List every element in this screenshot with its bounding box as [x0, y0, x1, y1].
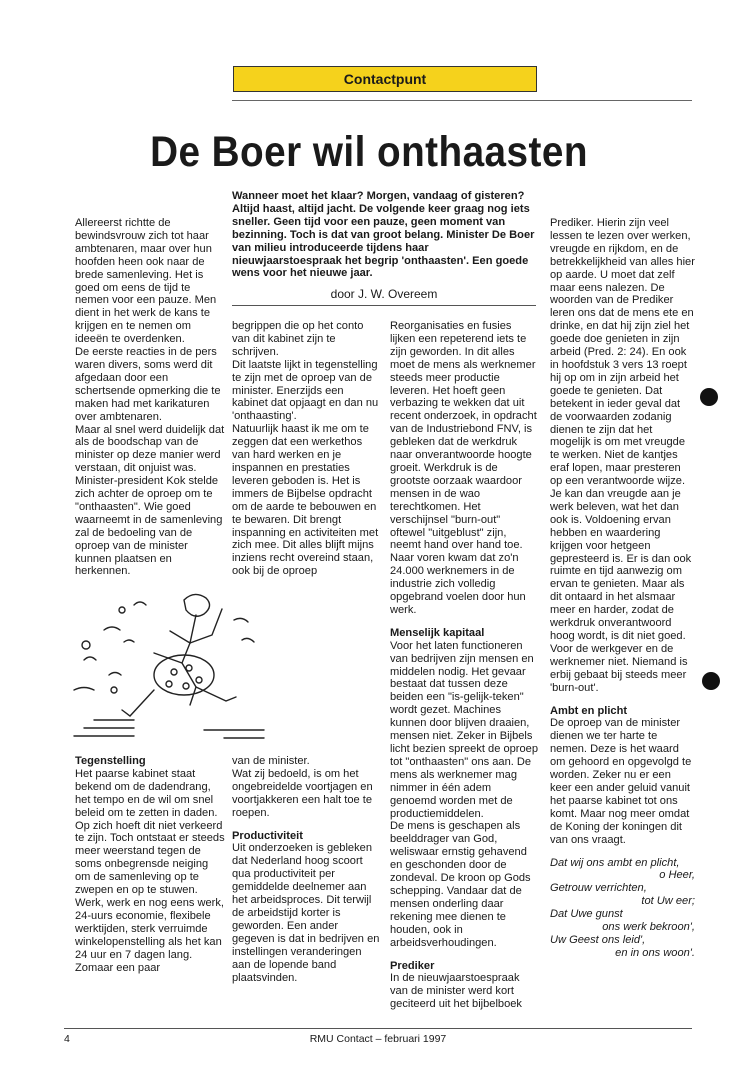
- section-heading: Productiviteit: [232, 829, 303, 842]
- header-rule: [232, 100, 692, 101]
- section-heading: Ambt en plicht: [550, 704, 628, 717]
- paragraph: Wat zij bedoeld, is om het ongebreidelde voortjagen en voortjakkeren een halt toe te roepen.: [232, 767, 373, 819]
- paragraph: Uit onderzoeken is gebleken dat Nederland hoog scoort qua productiviteit per gemiddelde deelnemer aan het arbeidsproces. Dit terwijl de arbeidstijd korter is geworden. Een ander gegeven is dat in bedrijven en instellingen veranderingen aan de lopende band plaatsvinden.: [232, 842, 380, 984]
- paragraph: Dit laatste lijkt in tegenstelling te zijn met de oproep van de minister. Enerzijds een kabinet dat opjaagt en dan nu 'onthaasting'.: [232, 358, 379, 423]
- column-3: [390, 320, 538, 1011]
- binder-hole: [700, 388, 718, 406]
- column-2-top: [232, 320, 380, 578]
- paragraph: Maar al snel werd duidelijk dat als de boodschap van de minister op deze manier werd verstaan, dit onjuist was. Minister-president Kok stelde zich achter de oproep om te "onthaasten". Wie goed waarneemt in de samenleving zal de bedoeling van de oproep van de minister kunnen plaatsen en herkennen.: [75, 423, 225, 578]
- column-1-top: [75, 217, 225, 578]
- publication-info: RMU Contact – februari 1997: [309, 1033, 447, 1045]
- poem-line: Dat Uwe gunst: [550, 908, 623, 921]
- footer-rule: [64, 1028, 692, 1029]
- paragraph: Voor het laten functioneren van bedrijven zijn mensen en middelen nodig. Het gevaar bestaat dat tussen deze beiden een "is-gelijk-teken" wordt gezet. Machines kunnen door blijven draaien, mensen niet. Zeker in Bijbels licht bezien spreekt de oproep tot "onthaasten" ons aan. De mens als werknemer mag nimmer in één adem genoemd worden met de productiemiddelen.: [390, 639, 539, 820]
- byline-rule: [232, 305, 536, 306]
- column-4: [550, 217, 695, 960]
- poem-line: ons werk bekroon',: [602, 921, 695, 934]
- poem-line: Dat wij ons ambt en plicht,: [550, 856, 680, 869]
- poem-line: Getrouw verrichten,: [550, 882, 647, 895]
- paragraph: Allereerst richtte de bewindsvrouw zich tot haar ambtenaren, maar over hun hoofden heen ook naar de brede samenleving. Het is goed om eens de tijd te nemen voor een pauze. Men dient in het werk de kans te krijgen en te nemen om ideeën te overdenken.: [75, 217, 217, 346]
- paragraph: Reorganisaties en fusies lijken een repeterend iets te zijn geworden. In dit alles moet de mens als werknemer steeds meer productie leveren. Het hoeft geen verbazing te wekken dat uit recent onderzoek, in opdracht van de Industriebond FNV, is gebleken dat de werkdruk naar onverantwoorde hoogte groeit. Werkdruk is de grootste oorzaak waardoor mensen in de wao terechtkomen. Het verschijnsel "burn-out" oftewel "uitgeblust" zijn, neemt hand over hand toe. Naar voren kwam dat zo'n 24.000 werknemers in de industrie zich volledig opgebrand voelen door hun werk.: [390, 320, 537, 616]
- paragraph: In de nieuwjaarstoespraak van de minister werd kort geciteerd uit het bijbelboek: [390, 972, 522, 1011]
- poem-line: o Heer,: [659, 869, 695, 882]
- running-person-illustration: [64, 580, 294, 750]
- section-heading: Tegenstelling: [75, 755, 146, 767]
- column-1-bottom: [75, 755, 225, 974]
- page-title: De Boer wil onthaasten: [150, 128, 588, 176]
- paragraph: van de minister.: [232, 755, 310, 767]
- binder-hole: [702, 672, 720, 690]
- section-heading: Prediker: [390, 959, 435, 972]
- paragraph: Prediker. Hierin zijn veel lessen te lezen over werken, vreugde en rijkdom, en de betrekkelijkheid van alles hier op aarde. U moet dat zelf maar eens nalezen. De woorden van de Prediker leren ons dat de mens ete en drinke, en dat hij zijn ziel het goede doe genieten in zijn arbeid (Pred. 2: 24). En ook in hoofdstuk 3 vers 13 roept hij op om in zijn arbeid het goede te genieten. Dat betekent in ieder geval dat de voorwaarden zodanig dienen te zijn dat het mogelijk is om met vreugde te werken. Niet de kantjes eraf lopen, maar presteren op een verantwoorde wijze.: [550, 217, 695, 488]
- column-2-bottom: [232, 755, 380, 984]
- paragraph: Het paarse kabinet staat bekend om de dadendrang, het tempo en de wil om snel beleid om te zetten in daden. Op zich hoeft dit niet verkeerd te zijn. Toch ontstaat er steeds meer weerstand tegen de soms onbegrensde neiging om de samenleving op te zwepen en op te stuwen. Werk, werk en nog eens werk, 24-uurs economie, flexibele werktijden, sterk verruimde winkelopenstelling als het kan 24 uur en 7 dagen lang. Zomaar een paar: [75, 767, 225, 974]
- poem-line: Uw Geest ons leid',: [550, 933, 646, 946]
- paragraph: De mens is geschapen als beelddrager van God, weliswaar ernstig gehavend en geschonden door de zondeval. De kroon op Gods schepping. Vandaar dat de mensen onderling daar rekening mee dienen te houden, ook in arbeidsverhoudingen.: [390, 820, 531, 949]
- section-banner: Contactpunt: [233, 66, 537, 92]
- paragraph: begrippen die op het conto van dit kabinet zijn te schrijven.: [232, 320, 364, 358]
- lead-paragraph: Wanneer moet het klaar? Morgen, vandaag of gisteren? Altijd haast, altijd jacht. De volgende keer graag nog iets sneller. Geen tijd voor een pauze, geen moment van bezinning. Toch is dat van groot belang. Minister De Boer van milieu introduceerde tijdens haar nieuwjaarstoespraak het begrip 'onthaasten'. Een goede wens voor het nieuwe jaar.: [232, 190, 535, 280]
- poem-line: en in ons woon'.: [615, 946, 695, 959]
- paragraph: Je kan dan vreugde aan je werk beleven, wat het dan ook is. Voldoening ervan hebben en waardering krijgen voor hetgeen gepresteerd is. Er is dan ook ruimte en tijd aanwezig om ervan te genieten. Maar als dit ontaard in het alsmaar meer en harder, zodat de werkdruk onverantwoord hoog wordt, is dit niet goed. Voor de werkgever en de werknemer niet. Niemand is erbij gebaat bij steeds meer 'burn-out'.: [550, 488, 692, 694]
- psalm-quote: [550, 857, 695, 960]
- byline: door J. W. Overeem: [330, 287, 438, 301]
- paragraph: De oproep van de minister dienen we ter harte te nemen. Deze is het waard om gehoord en opgevolgd te worden. Zeker nu er een keer een ander geluid vanuit het paarse kabinet tot ons komt. Maar nog meer omdat de Koning der koningen dit van ons vraagt.: [550, 717, 692, 846]
- paragraph: De eerste reacties in de pers waren divers, soms werd dit afgedaan door een schertsende opmerking die te maken had met karikaturen over ambtenaren.: [75, 346, 221, 423]
- page-number: 4: [64, 1033, 70, 1045]
- paragraph: Natuurlijk haast ik me om te zeggen dat een werkethos van hard werken en je inspannen en prestaties leveren geboden is. Het is immers de Bijbelse opdracht om de aarde te bebouwen en te bewaren. Dit brengt inspanning en activiteiten met zich mee. Dit alles blijft mijns inziens recht overeind staan, ook bij de oproep: [232, 423, 379, 578]
- section-heading: Menselijk kapitaal: [390, 626, 485, 639]
- poem-line: tot Uw eer;: [641, 895, 695, 908]
